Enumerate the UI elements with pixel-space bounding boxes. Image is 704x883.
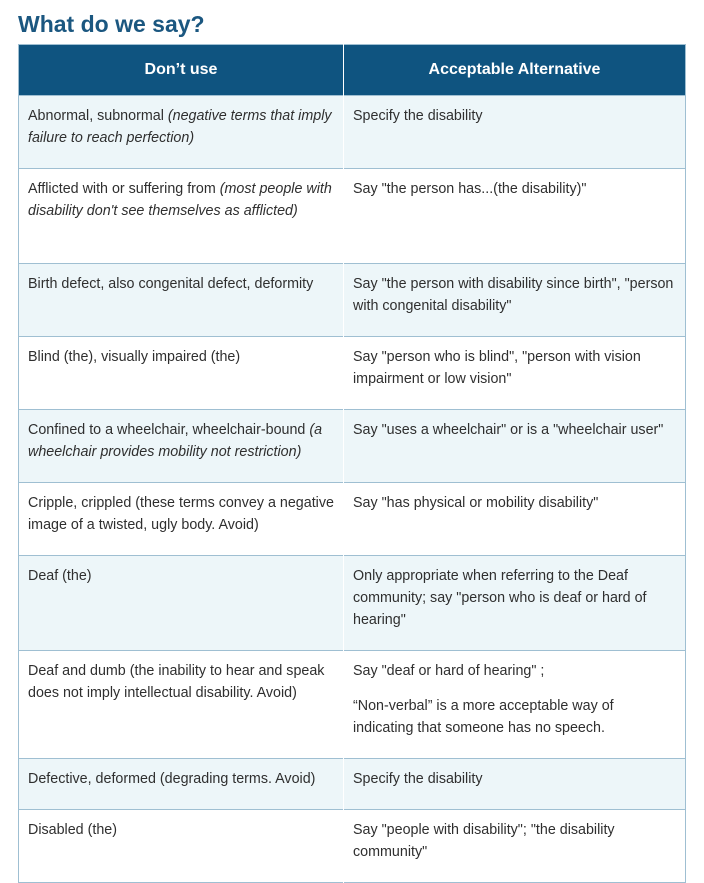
dont-use-text: Deaf and dumb (the inability to hear and speak does not imply intellectual disability. Avoid) bbox=[28, 663, 325, 701]
dont-use-cell bbox=[19, 651, 344, 759]
dont-use-cell bbox=[19, 337, 344, 410]
dont-use-note: (negative terms that imply failure to reach perfection) bbox=[28, 108, 332, 146]
dont-use-cell bbox=[19, 759, 344, 810]
dont-use-text: Cripple, crippled (these terms convey a negative image of a twisted, ugly body. Avoid) bbox=[28, 495, 334, 533]
alternative-text: Say "people with disability"; "the disability community" bbox=[353, 822, 615, 860]
alternative-cell bbox=[344, 410, 686, 483]
table-row bbox=[19, 759, 686, 810]
dont-use-text: Blind (the), visually impaired (the) bbox=[28, 349, 241, 365]
alternative-text: Say "has physical or mobility disability" bbox=[353, 495, 599, 511]
alternative-cell bbox=[344, 169, 686, 264]
alternative-cell bbox=[344, 810, 686, 883]
dont-use-text: Disabled (the) bbox=[28, 822, 117, 838]
alternative-text: Specify the disability bbox=[353, 771, 483, 787]
dont-use-cell bbox=[19, 810, 344, 883]
alternative-text: Say "the person with disability since birth", "person with congenital disability" bbox=[353, 276, 674, 314]
alternative-cell bbox=[344, 96, 686, 169]
dont-use-text: Afflicted with or suffering from bbox=[28, 181, 220, 197]
alternative-text: Say "person who is blind", "person with vision impairment or low vision" bbox=[353, 349, 641, 387]
dont-use-text: Birth defect, also congenital defect, deformity bbox=[28, 276, 314, 292]
header-dont-use: Don’t use bbox=[19, 45, 344, 96]
dont-use-note: (most people with disability don't see themselves as afflicted) bbox=[28, 181, 332, 219]
terminology-table bbox=[18, 44, 686, 883]
alternative-cell bbox=[344, 483, 686, 556]
table-row bbox=[19, 810, 686, 883]
dont-use-cell bbox=[19, 483, 344, 556]
dont-use-cell bbox=[19, 264, 344, 337]
header-row bbox=[19, 45, 686, 96]
alternative-text: Say "the person has...(the disability)" bbox=[353, 181, 587, 197]
dont-use-text: Abnormal, subnormal bbox=[28, 108, 168, 124]
alternative-cell bbox=[344, 556, 686, 651]
dont-use-text: Deaf (the) bbox=[28, 568, 92, 584]
table-row bbox=[19, 556, 686, 651]
dont-use-cell bbox=[19, 96, 344, 169]
alternative-text: Say "uses a wheelchair" or is a "wheelchair user" bbox=[353, 422, 664, 438]
header-acceptable-alternative: Acceptable Alternative bbox=[344, 45, 686, 96]
table-row bbox=[19, 169, 686, 264]
dont-use-cell bbox=[19, 169, 344, 264]
dont-use-cell bbox=[19, 410, 344, 483]
table-row bbox=[19, 410, 686, 483]
page-title: What do we say? bbox=[18, 11, 205, 37]
dont-use-note: (a wheelchair provides mobility not restriction) bbox=[28, 422, 323, 460]
table-row bbox=[19, 96, 686, 169]
alternative-cell bbox=[344, 759, 686, 810]
alternative-text: “Non-verbal” is a more acceptable way of indicating that someone has no speech. bbox=[353, 698, 614, 736]
alternative-cell bbox=[344, 337, 686, 410]
dont-use-cell bbox=[19, 556, 344, 651]
alternative-cell bbox=[344, 651, 686, 759]
alternative-text: Specify the disability bbox=[353, 108, 483, 124]
table-row bbox=[19, 651, 686, 759]
alternative-text: Only appropriate when referring to the Deaf community; say "person who is deaf or hard of hearing" bbox=[353, 568, 647, 628]
table-row bbox=[19, 264, 686, 337]
table-row bbox=[19, 337, 686, 410]
dont-use-text: Defective, deformed (degrading terms. Avoid) bbox=[28, 771, 316, 787]
alternative-cell bbox=[344, 264, 686, 337]
alternative-text: Say "deaf or hard of hearing" ; bbox=[353, 663, 545, 679]
table-row bbox=[19, 483, 686, 556]
dont-use-text: Confined to a wheelchair, wheelchair-bound bbox=[28, 422, 310, 438]
